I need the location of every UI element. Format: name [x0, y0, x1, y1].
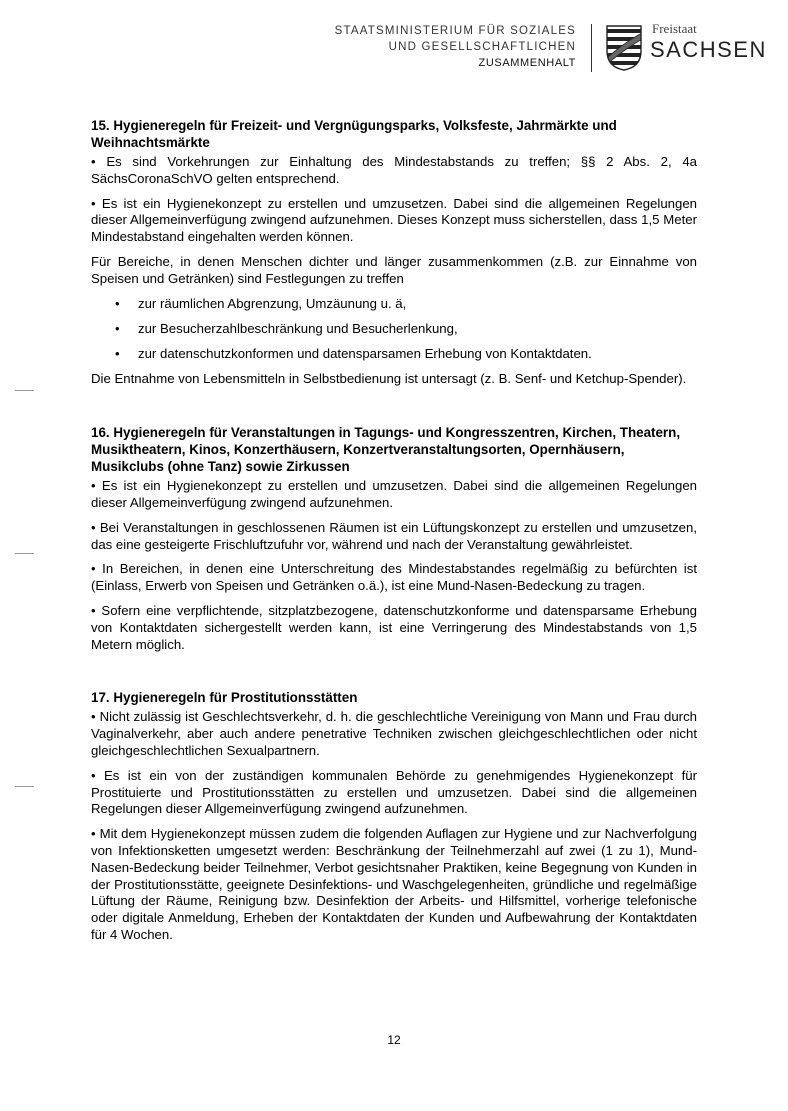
ministry-line-3: ZUSAMMENHALT: [478, 57, 576, 69]
paragraph: • Es ist ein von der zuständigen kommunalen Behörde zu genehmigendes Hygienekonzept für Prostituierte und Prostitutionsstätten zu erstellen und umzusetzen. Dabei sind die allgemeinen Regelungen dieser Allgemeinverfügung zwingend aufzunehmen.: [91, 767, 697, 817]
paragraph: • Nicht zulässig ist Geschlechtsverkehr, d. h. die geschlechtliche Vereinigung von Mann und Frau durch Vaginalverkehr, aber auch andere penetrative Techniken zwischen gleichgeschlechtlichen oder nicht gleichgeschlechtlichen Sexualpartnern.: [91, 709, 697, 759]
section-spacer: [91, 396, 697, 424]
letterhead: [0, 20, 788, 76]
list-item: • zur räumlichen Abgrenzung, Umzäunung u. ä,: [91, 296, 697, 313]
document-body: [91, 117, 697, 952]
paragraph: Die Entnahme von Lebensmitteln in Selbstbedienung ist untersagt (z. B. Senf- und Ketchup-Spender).: [91, 371, 687, 387]
paragraph: • Bei Veranstaltungen in geschlossenen Räumen ist ein Lüftungskonzept zu erstellen und umzusetzen, das eine gesteigerte Frischluftzufuhr vor, während und nach der Veranstaltung gewährleistet.: [91, 519, 697, 552]
section-heading: 16. Hygieneregeln für Veranstaltungen in Tagungs- und Kongresszentren, Kirchen, Theatern, Musiktheatern, Kinos, Konzerthäusern, Konzertveranstaltungsorten, Opernhäusern, Musikclubs (ohne Tanz) sowie Zirkussen: [91, 425, 681, 475]
list-item: • zur datenschutzkonformen und datensparsamen Erhebung von Kontaktdaten.: [91, 346, 697, 363]
margin-mark: [15, 553, 34, 554]
ministry-line-2: UND GESELLSCHAFTLICHEN: [388, 41, 576, 53]
page-number: 12: [387, 1033, 401, 1047]
paragraph: • In Bereichen, in denen eine Unterschreitung des Mindestabstandes regelmäßig zu befürchten ist (Einlass, Erwerb von Speisen und Getränken o.ä.), ist eine Mund-Nasen-Bedeckung zu tragen.: [91, 561, 697, 594]
section-17: [91, 689, 697, 943]
paragraph: • Mit dem Hygienekonzept müssen zudem die folgenden Auflagen zur Hygiene und zur Nachverfolgung von Infektionsketten umgesetzt werden: Beschränkung der Teilnehmerzahl auf zwei (1 zu 1), Mund-Nasen-Bedeckung beider Teilnehmer, Verbot gesichtsnaher Praktiken, keine Begegnung von Kunden in der Prostitutionsstätte, geeignete Desinfektions- und Waschgelegenheiten, gründliche und regelmäßige Lüftung der Räume, Reinigung bzw. Desinfektion der Arbeits- und Hilfsmittel, vorherige telefonische oder digitale Anmeldung, Erheben der Kontaktdaten der Kunden und Aufbewahrung der Kontaktdaten für 4 Wochen.: [91, 826, 697, 942]
section-heading: 17. Hygieneregeln für Prostitutionsstätten: [91, 690, 358, 706]
paragraph: • Es ist ein Hygienekonzept zu erstellen und umzusetzen. Dabei sind die allgemeinen Regelungen dieser Allgemeinverfügung zwingend aufzunehmen.: [91, 478, 697, 511]
section-16: [91, 424, 697, 653]
margin-mark: [15, 786, 34, 787]
saxony-coat-of-arms-icon: [606, 25, 642, 71]
ministry-name: [335, 23, 576, 71]
section-15: [91, 117, 697, 388]
paragraph: • Sofern eine verpflichtende, sitzplatzbezogene, datenschutzkonforme und datensparsame Erhebung von Kontaktdaten sichergestellt werden kann, ist eine Verringerung des Mindestabstands von 1,5 Metern möglich.: [91, 603, 697, 652]
section-spacer: [91, 661, 697, 689]
paragraph: Für Bereiche, in denen Menschen dichter und länger zusammenkommen (z.B. zur Einnahme von Speisen und Getränken) sind Festlegungen zu treffen: [91, 253, 697, 286]
margin-mark: [15, 390, 34, 391]
bullet-list: [91, 296, 697, 363]
section-heading: 15. Hygieneregeln für Freizeit- und Vergnügungsparks, Volksfeste, Jahrmärkte und Weihnachtsmärkte: [91, 118, 617, 150]
paragraph: • Es sind Vorkehrungen zur Einhaltung des Mindestabstands zu treffen; §§ 2 Abs. 2, 4a SächsCoronaSchVO gelten entsprechend.: [91, 154, 697, 186]
list-item: • zur Besucherzahlbeschränkung und Besucherlenkung,: [91, 321, 697, 338]
ministry-line-1: STAATSMINISTERIUM FÜR SOZIALES: [334, 25, 576, 37]
header-divider: [591, 24, 592, 72]
paragraph: • Es ist ein Hygienekonzept zu erstellen und umzusetzen. Dabei sind die allgemeinen Regelungen dieser Allgemeinverfügung zwingend aufzunehmen. Dieses Konzept muss sicherstellen, dass 1,5 Meter Mindestabstand eingehalten werden können.: [91, 195, 697, 245]
state-label-small: Freistaat: [652, 21, 697, 36]
state-label-large: SACHSEN: [650, 37, 767, 62]
